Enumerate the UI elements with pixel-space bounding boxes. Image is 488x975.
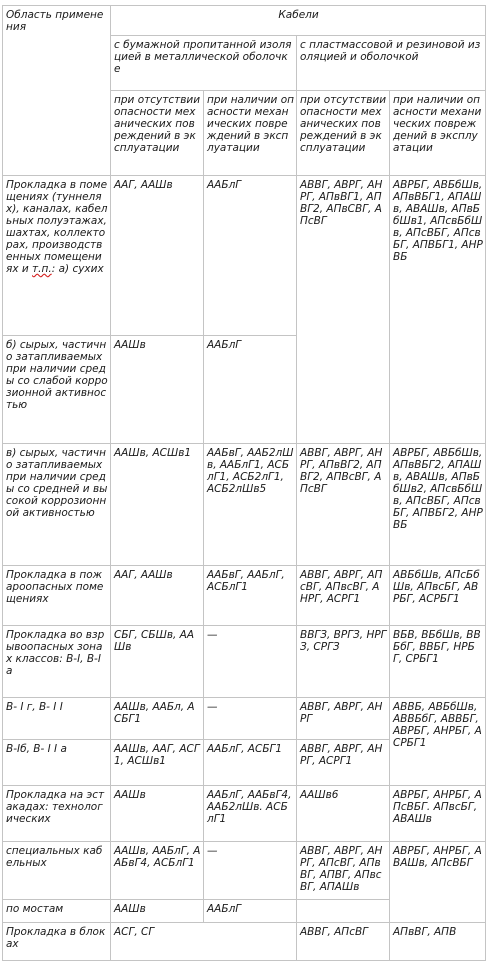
paper-no-danger-cell: ААШв, ААБл, АСБГ1 <box>111 698 204 740</box>
plastic-danger-cell: АВБбШв, АПсБбШв, АПвсБГ, АВРБГ, АСРБГ1 <box>390 566 486 626</box>
plastic-danger-cell: АВРБГ, АВБбШв, АПвВБГ1, АПАШв, АВАШв, АПвБбШв1, АПсвБбШв, АПсВБГ, АПсвБГ, АПВБГ1, АНРВБ <box>390 176 486 444</box>
plastic-no-danger-cell: АВВГ, АВРГ, АНРГ, АПвВГ1, АПВГ2, АПвСВГ, АПсВГ <box>297 176 390 444</box>
area-cell: специальных кабельных <box>3 842 111 900</box>
paper-no-danger-cell: ААШв, ААБлГ, ААБвГ4, АСБлГ1 <box>111 842 204 900</box>
paper-danger-cell: — <box>204 698 297 740</box>
paper-danger-cell: ААБвГ, ААБлГ, АСБлГ1 <box>204 566 297 626</box>
area-cell: В-Iб, В- I I а <box>3 740 111 786</box>
paper-no-danger-cell: ААГ, ААШв <box>111 566 204 626</box>
paper-no-danger-cell: ААШв <box>111 786 204 842</box>
plastic-danger-cell: АВРБГ, АВБбШв, АПвВБГ2, АПАШв, АВАШв, АПвБбШв2, АПсвБбШв, АПсВБГ, АПсвБГ, АПВБГ2, АНРВБ <box>390 444 486 566</box>
plastic-no-danger-cell: АВВГ, АВРГ, АНРГ, АПвВГ2, АПВГ2, АПВсВГ, АПсВГ <box>297 444 390 566</box>
paper-danger-cell: ААБлГ <box>204 900 297 923</box>
area-cell: в) сырых, частично затапливаемых при наличии среды со средней и высокой коррозионной активностью <box>3 444 111 566</box>
area-cell: Прокладка в пожароопасных помещениях <box>3 566 111 626</box>
plastic-no-danger-cell: АВВГ, АПсВГ <box>297 923 390 961</box>
plastic-no-danger-cell: ААШв6 <box>297 786 390 842</box>
plastic-no-danger-cell: АВВГ, АВРГ, АНРГ <box>297 698 390 740</box>
plastic-no-danger-cell: АВВГ, АВРГ, АПсВГ, АПвсВГ, АНРГ, АСРГ1 <box>297 566 390 626</box>
paper-danger-cell: — <box>204 626 297 698</box>
plastic-danger-cell: АВРБГ, АНРБГ, АПсВБГ. АПвсБГ, АВАШв <box>390 786 486 842</box>
paper-no-danger-cell: ААШв, ААГ, АСГ1, АСШв1 <box>111 740 204 786</box>
header-row-1 <box>3 6 486 36</box>
area-text-misspelled: т.п. <box>32 263 52 275</box>
cable-table <box>2 5 486 961</box>
area-cell: Прокладка в блоках <box>3 923 111 961</box>
paper-danger-cell: ААБвГ, ААБ2лШв, ААБлГ1, АСБлГ1, АСБ2лГ1, АСБ2лШв5 <box>204 444 297 566</box>
paper-danger-cell: ААБлГ <box>204 336 297 444</box>
table-row <box>3 923 486 961</box>
header-cables: Кабели <box>111 6 486 36</box>
header-area: Область применения <box>3 6 111 176</box>
table-row <box>3 566 486 626</box>
area-cell: б) сырых, частично затапливаемых при наличии среды со слабой коррозионной активностью <box>3 336 111 444</box>
header-plastic-danger: при наличии опасности механических повреждений в эксплуатации <box>390 91 486 176</box>
plastic-no-danger-cell <box>297 900 390 923</box>
paper-no-danger-cell: ААШв, АСШв1 <box>111 444 204 566</box>
table-row <box>3 176 486 336</box>
paper-danger-cell: ААБлГ, АСБГ1 <box>204 740 297 786</box>
area-cell <box>3 176 111 336</box>
table-row <box>3 842 486 900</box>
paper-danger-cell: — <box>204 842 297 900</box>
header-group-plastic: с пластмассовой и резиновой изоляцией и оболочкой <box>297 36 486 91</box>
area-cell: Прокладка на эстакадах: технологических <box>3 786 111 842</box>
header-plastic-no-danger: при отсутствии опасности механических повреждений в эксплуатации <box>297 91 390 176</box>
paper-no-danger-cell: СБГ, СБШв, ААШв <box>111 626 204 698</box>
area-text-end: : а) сухих <box>51 263 104 275</box>
table-row <box>3 698 486 740</box>
paper-cell: АСГ, СГ <box>111 923 297 961</box>
plastic-no-danger-cell: АВВГ, АВРГ, АНРГ, АПсВГ, АПвВГ, АПВГ, АПвсВГ, АПАШв <box>297 842 390 900</box>
plastic-no-danger-cell: АВВГ, АВРГ, АНРГ, АСРГ1 <box>297 740 390 786</box>
plastic-danger-cell: АВРБГ, АНРБГ, АВАШв, АПсВБГ <box>390 842 486 923</box>
area-cell: В- I г, В- I I <box>3 698 111 740</box>
area-text: Прокладка в помещениях (туннелях), каналах, кабельных полуэтажах, шахтах, коллекторах, производственных помещениях и <box>6 179 108 275</box>
paper-danger-cell: ААБлГ, ААБвГ4, ААБ2лШв. АСБлГ1 <box>204 786 297 842</box>
header-group-paper: с бумажной пропитанной изоляцией в металлической оболочке <box>111 36 297 91</box>
table-row <box>3 626 486 698</box>
paper-no-danger-cell: ААШв <box>111 336 204 444</box>
area-cell: по мостам <box>3 900 111 923</box>
table-row <box>3 786 486 842</box>
table-row <box>3 444 486 566</box>
area-cell: Прокладка во взрывоопасных зонах классов: В-I, В-I а <box>3 626 111 698</box>
paper-no-danger-cell: ААШв <box>111 900 204 923</box>
plastic-danger-cell: ВБВ, ВБбШв, ВВБбГ, ВВБГ, НРБГ, СРБГ1 <box>390 626 486 698</box>
plastic-danger-cell: АПвВГ, АПВ <box>390 923 486 961</box>
header-paper-no-danger: при отсутствии опасности механических повреждений в эксплуатации <box>111 91 204 176</box>
paper-danger-cell: ААБлГ <box>204 176 297 336</box>
header-paper-danger: при наличии опасности механических повреждений в эксплуатации <box>204 91 297 176</box>
plastic-no-danger-cell: ВВГЗ, ВРГЗ, НРГЗ, СРГЗ <box>297 626 390 698</box>
paper-no-danger-cell: ААГ, ААШв <box>111 176 204 336</box>
plastic-danger-cell: АВВБ, АВБбШв, АВВБбГ, АВВБГ, АВРБГ, АНРБГ, АСРБГ1 <box>390 698 486 786</box>
